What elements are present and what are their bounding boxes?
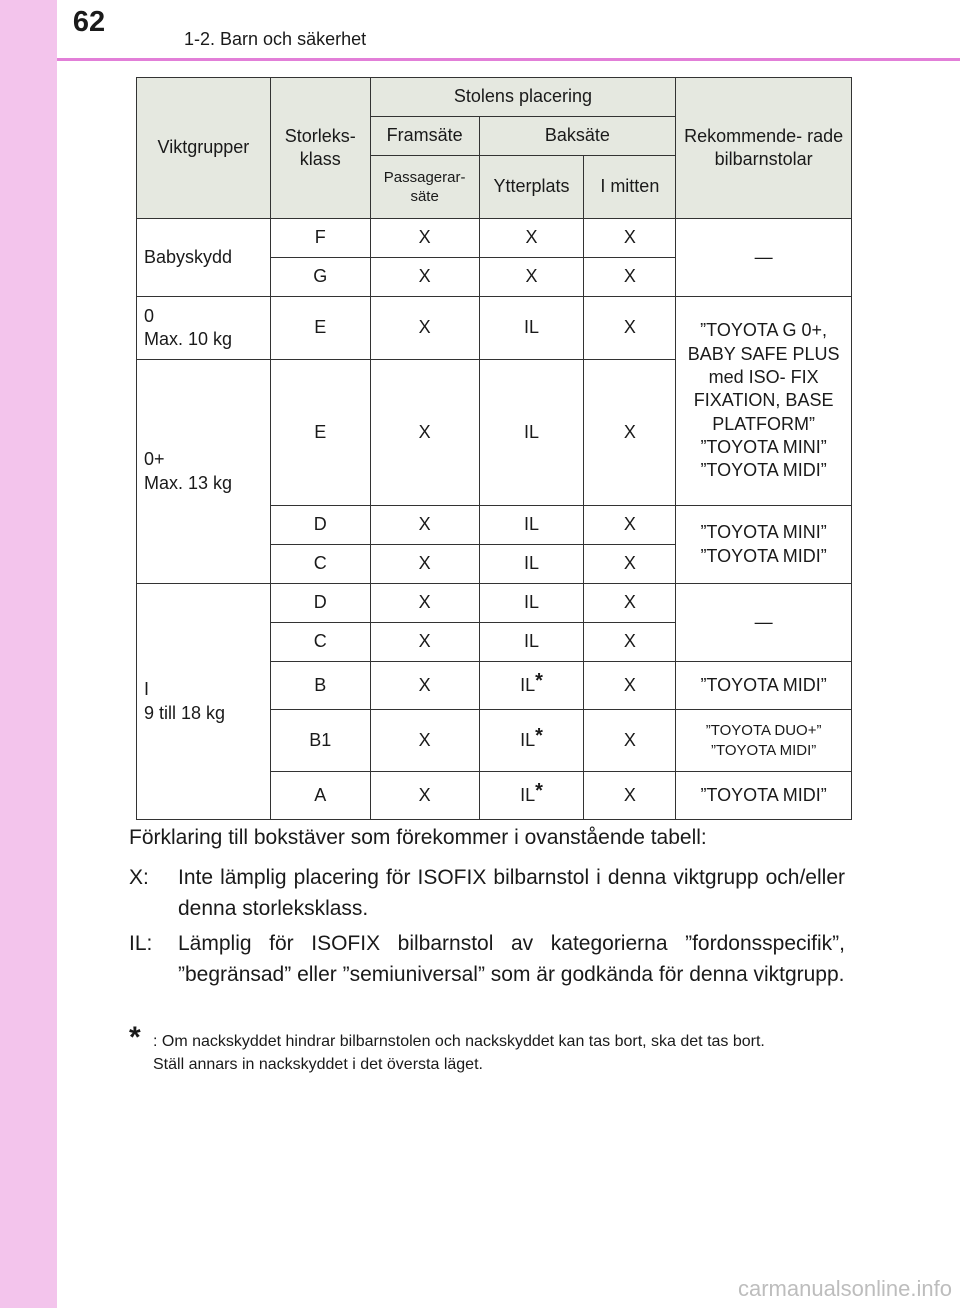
cell-passenger: X [370,662,479,710]
cell-passenger: X [370,584,479,623]
group-0plus: 0+ Max. 13 kg [137,360,271,584]
group-babyskydd: Babyskydd [137,219,271,297]
cell-size: C [270,545,370,584]
cell-middle: X [584,506,676,545]
group-0: 0 Max. 10 kg [137,297,271,360]
rec-babyskydd: — [676,219,852,297]
cell-size: E [270,297,370,360]
header-seat-position: Stolens placering [370,78,676,117]
legend-il [129,928,845,990]
cell-size: C [270,623,370,662]
legend-x [129,862,845,924]
header-passenger-seat: Passagerar- säte [370,156,479,219]
table-row [137,297,852,360]
table-row [137,219,852,258]
cell-passenger: X [370,710,479,772]
cell-size: D [270,506,370,545]
cell-outer: IL [479,623,584,662]
cell-size: B1 [270,710,370,772]
asterisk-mark: * [535,669,543,692]
cell-size: A [270,772,370,820]
cell-middle: X [584,623,676,662]
isofix-table [136,77,852,820]
cell-passenger: X [370,297,479,360]
asterisk-mark: * [535,779,543,802]
cell-outer: X [479,219,584,258]
header-weight-groups: Viktgrupper [137,78,271,219]
page-number: 62 [72,6,106,38]
header-outer: Ytterplats [479,156,584,219]
cell-passenger: X [370,219,479,258]
header-middle: I mitten [584,156,676,219]
legend-x-key: X: [129,866,149,889]
cell-outer: IL [479,545,584,584]
cell-size: F [270,219,370,258]
cell-size: G [270,258,370,297]
cell-passenger: X [370,772,479,820]
rec-g0: ”TOYOTA G 0+, BABY SAFE PLUS med ISO- FIX FIXATION, BASE PLATFORM” ”TOYOTA MINI” ”TOYOTA MIDI” [676,297,852,506]
cell-passenger: X [370,506,479,545]
footnote-text-2: Ställ annars in nackskyddet i det översta läget. [153,1056,483,1073]
cell-outer [479,772,584,820]
cell-outer-value: IL [520,674,536,695]
footnote [129,1021,845,1076]
legend-intro: Förklaring till bokstäver som förekommer i ovanstående tabell: [129,826,707,849]
cell-outer: IL [479,360,584,506]
rec-g1-b1: ”TOYOTA DUO+” ”TOYOTA MIDI” [676,710,852,772]
cell-middle: X [584,545,676,584]
cell-passenger: X [370,545,479,584]
legend-il-key: IL: [129,932,153,955]
cell-outer: IL [479,584,584,623]
cell-outer [479,662,584,710]
rec-g1-a: ”TOYOTA MIDI” [676,772,852,820]
header-rule [57,58,960,61]
group-1: I 9 till 18 kg [137,584,271,820]
footnote-text: : Om nackskyddet hindrar bilbarnstolen och nackskyddet kan tas bort, ska det tas bort. [153,1033,765,1050]
cell-middle: X [584,258,676,297]
watermark: carmanualsonline.info [737,1276,952,1301]
cell-outer: X [479,258,584,297]
table-row [137,584,852,623]
cell-passenger: X [370,258,479,297]
cell-outer [479,710,584,772]
cell-middle: X [584,584,676,623]
legend-il-text: Lämplig för ISOFIX bilbarnstol av kategorierna ”fordonsspecifik”, ”begränsad” eller ”semiuniversal” som är godkända för denna viktgrupp. [178,932,845,986]
header-rear-seat: Baksäte [479,117,676,156]
rec-g1-dc: — [676,584,852,662]
cell-outer: IL [479,506,584,545]
cell-middle: X [584,662,676,710]
section-title: 1-2. Barn och säkerhet [184,29,367,49]
cell-size: E [270,360,370,506]
cell-outer: IL [479,297,584,360]
legend-x-text: Inte lämplig placering för ISOFIX bilbarnstol i denna viktgrupp och/eller denna storleksklass. [178,866,845,920]
cell-middle: X [584,297,676,360]
cell-middle: X [584,710,676,772]
cell-outer-value: IL [520,729,536,750]
rec-g1-b: ”TOYOTA MIDI” [676,662,852,710]
cell-size: D [270,584,370,623]
cell-size: B [270,662,370,710]
cell-middle: X [584,360,676,506]
cell-middle: X [584,772,676,820]
sidebar-tab [0,0,57,1308]
header-size-class: Storleks- klass [270,78,370,219]
header-front-seat: Framsäte [370,117,479,156]
rec-g0plus-dc: ”TOYOTA MINI” ”TOYOTA MIDI” [676,506,852,584]
asterisk-mark: * [535,724,543,747]
footnote-marker: * [129,1021,141,1054]
cell-passenger: X [370,360,479,506]
cell-passenger: X [370,623,479,662]
cell-middle: X [584,219,676,258]
header-recommended: Rekommende- rade bilbarnstolar [676,78,852,219]
cell-outer-value: IL [520,784,536,805]
